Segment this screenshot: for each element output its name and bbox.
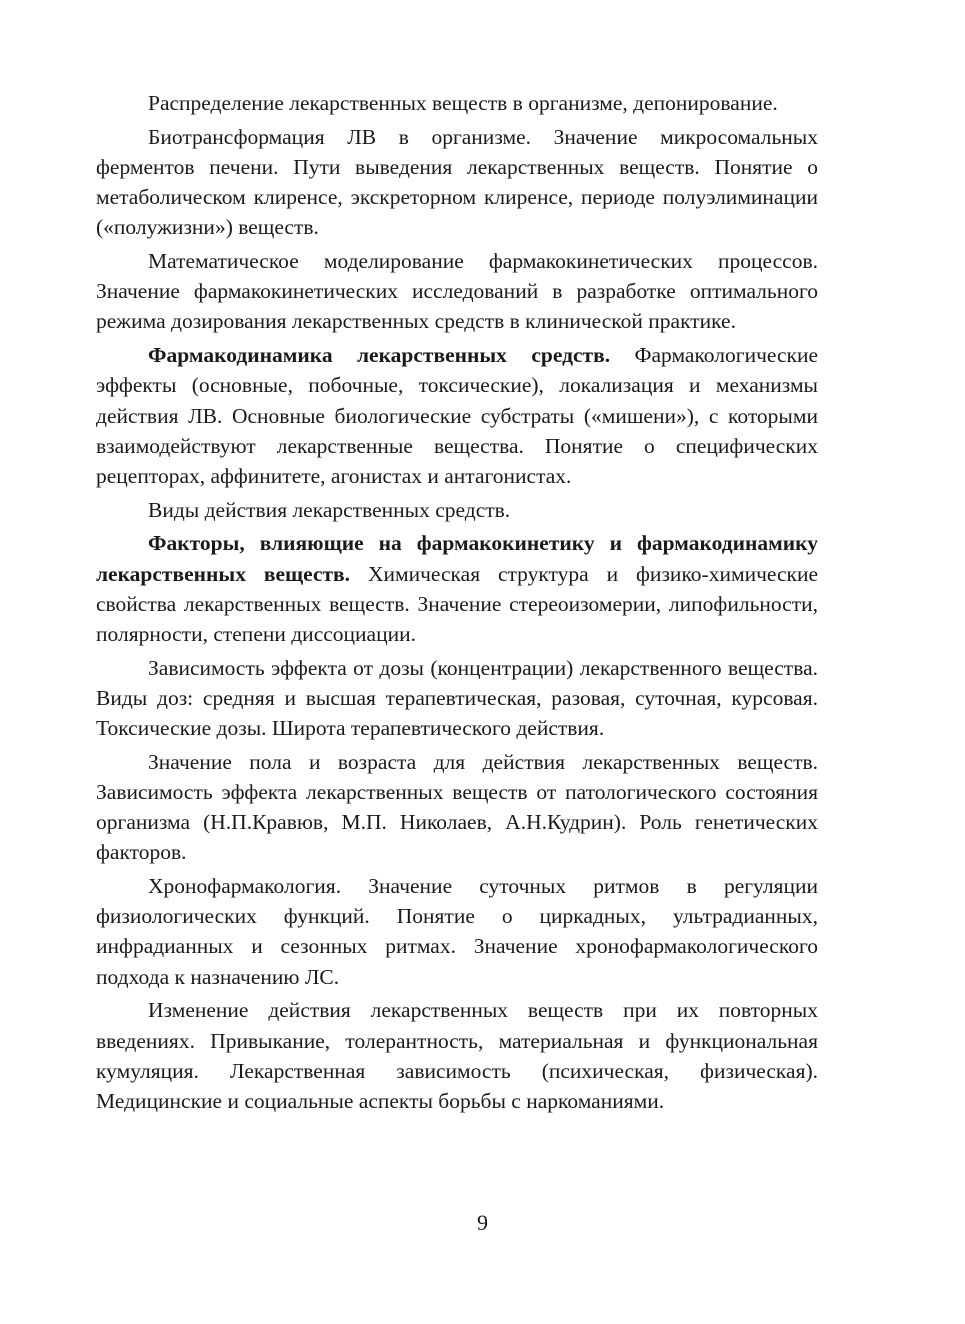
paragraph-modeling [96,246,818,337]
paragraph-text: Биотрансформация ЛВ в организме. Значение микросомальных ферментов печени. Пути выведения лекарственных веществ. Понятие о метаболическом клиренсе, экскреторном клиренсе, периоде полуэлиминации («полужизни») веществ. [96,124,818,240]
paragraph-lead: Фармакодинамика лекарственных средств. [148,343,611,368]
paragraph-text: Виды действия лекарственных средств. [148,497,511,522]
paragraph-repeated-use [96,995,818,1116]
paragraph-text: Зависимость эффекта от дозы (концентрации) лекарственного вещества. Виды доз: средняя и высшая терапевтическая, разовая, суточная, курсовая. Токсические дозы. Широта терапевтического действия. [96,655,818,741]
paragraph-text: Распределение лекарственных веществ в организме, депонирование. [148,91,778,115]
paragraph-text: Фармакологические эффекты (основные, побочные, токсические), локализация и механизмы действия ЛВ. Основные биологические субстраты («мишени»), с которыми взаимодействуют лекарственные вещества. Понятие о специфических рецепторах, аффинитете, агонистах и антагонистах. [96,343,819,488]
paragraph-factors [96,528,818,649]
page-number: 9 [477,1210,488,1235]
paragraph-lead: Факторы, влияющие на фармакокинетику и фармакодинамику лекарственных веществ. [96,531,818,586]
paragraph-distribution [96,88,818,118]
paragraph-text: Математическое моделирование фармакокинетических процессов. Значение фармакокинетических исследований в разработке оптимального режима дозирования лекарственных средств в клинической практике. [96,249,818,334]
paragraph-chronopharmacology [96,871,818,992]
paragraph-text: Химическая структура и физико-химические свойства лекарственных веществ. Значение стереоизомерии, липофильности, полярности, степени диссоциации. [96,561,818,646]
paragraph-action-types [96,495,818,525]
paragraph-text: Хронофармакология. Значение суточных ритмов в регуляции физиологических функций. Понятие о циркадных, ультрадианных, инфрадианных и сезонных ритмах. Значение хронофармакологического подхода к назначению ЛС. [96,874,818,989]
paragraph-biotransformation [96,122,818,243]
paragraph-text: Изменение действия лекарственных веществ при их повторных введениях. Привыкание, толерантность, материальная и функциональная кумуляция. Лекарственная зависимость (психическая, физическая). Медицинские и социальные аспекты борьбы с наркоманиями. [96,998,818,1113]
paragraph-sex-age [96,747,818,868]
paragraph-dose [96,653,818,744]
paragraph-text: Значение пола и возраста для действия лекарственных веществ. Зависимость эффекта лекарственных веществ от патологического состояния организма (Н.П.Кравюв, М.П. Николаев, А.Н.Кудрин). Роль генетических факторов. [96,749,818,865]
paragraph-pharmacodynamics [96,340,818,491]
page-body [96,88,818,1116]
